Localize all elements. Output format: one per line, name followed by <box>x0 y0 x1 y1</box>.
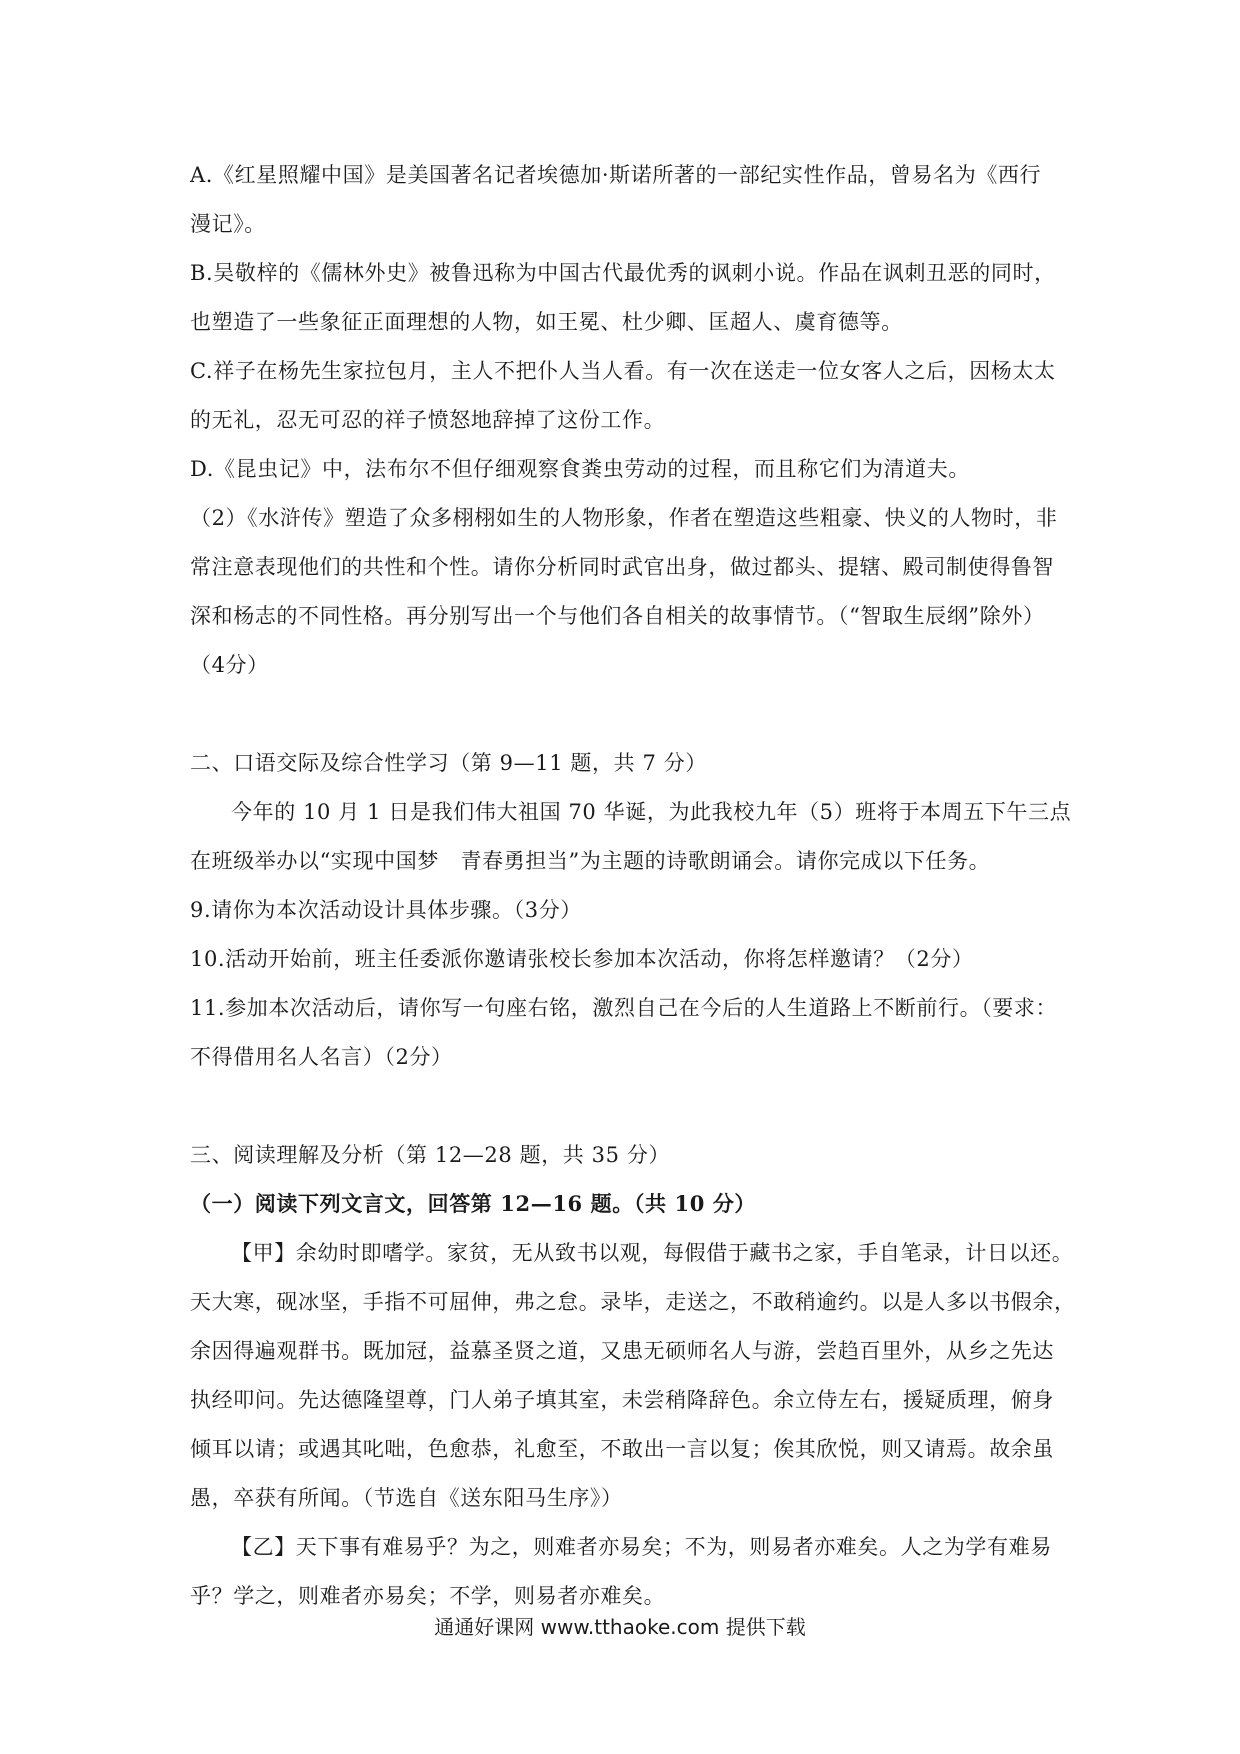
passage-jia-line-3: 余因得遍观群书。既加冠，益慕圣贤之道，又患无硕师名人与游，尝趋百里外，从乡之先达 <box>190 1339 1054 1363</box>
passage-yi-line-2: 乎？学之，则难者亦易矣；不学，则易者亦难矣。 <box>190 1584 666 1608</box>
question-10: 10.活动开始前，班主任委派你邀请张校长参加本次活动，你将怎样邀请？（2分） <box>190 947 974 971</box>
footer-download-notice: 通通好课网 www.tthaoke.com 提供下载 <box>434 1615 806 1639</box>
option-a-line-1: A.《红星照耀中国》是美国著名记者埃德加·斯诺所著的一部纪实性作品，曾易名为《西行 <box>190 163 1042 187</box>
passage-jia-line-1: 【甲】余幼时即嗜学。家贫，无从致书以观，每假借于藏书之家，手自笔录，计日以还。 <box>231 1241 1074 1265</box>
question-8-2-line-4: （4分） <box>190 653 269 677</box>
question-8-2-line-3: 深和杨志的不同性格。再分别写出一个与他们各自相关的故事情节。（“智取生辰纲”除外） <box>190 604 1045 628</box>
option-a-line-2: 漫记》。 <box>190 212 266 236</box>
option-c-line-1: C.祥子在杨先生家拉包月，主人不把仆人当人看。有一次在送走一位女客人之后，因杨太太 <box>190 359 1056 383</box>
option-b-line-1: B.吴敬梓的《儒林外史》被鲁迅称为中国古代最优秀的讽刺小说。作品在讽刺丑恶的同时， <box>190 261 1056 285</box>
question-8-2-line-1: （2）《水浒传》塑造了众多栩栩如生的人物形象，作者在塑造这些粗豪、快义的人物时，非 <box>190 506 1058 530</box>
option-d-line-1: D.《昆虫记》中，法布尔不但仔细观察食粪虫劳动的过程，而且称它们为清道夫。 <box>190 457 970 481</box>
option-c-line-2: 的无礼，忍无可忍的祥子愤怒地辞掉了这份工作。 <box>190 408 666 432</box>
passage-jia-line-4: 执经叩问。先达德隆望尊，门人弟子填其室，未尝稍降辞色。余立侍左右，援疑质理，俯身 <box>190 1388 1054 1412</box>
question-11-line-1: 11.参加本次活动后，请你写一句座右铭，激烈自己在今后的人生道路上不断前行。（要求： <box>190 996 1058 1020</box>
section-2-heading: 二、口语交际及综合性学习（第 9—11 题，共 7 分） <box>190 751 707 775</box>
subsection-1-heading: （一）阅读下列文言文，回答第 12—16 题。（共 10 分） <box>190 1191 757 1216</box>
question-11-line-2: 不得借用名人名言）（2分） <box>190 1045 453 1069</box>
passage-yi-line-1: 【乙】天下事有难易乎？为之，则难者亦易矣；不为，则易者亦难矣。人之为学有难易 <box>231 1535 1052 1559</box>
section-2-intro-line-1: 今年的 10 月 1 日是我们伟大祖国 70 华诞，为此我校九年（5）班将于本周五下午三点 <box>231 800 1072 824</box>
passage-jia-line-2: 天大寒，砚冰坚，手指不可屈伸，弗之怠。录毕，走送之，不敢稍逾约。以是人多以书假余， <box>190 1290 1076 1314</box>
passage-jia-line-6: 愚，卒获有所闻。（节选自《送东阳马生序》） <box>190 1486 623 1510</box>
section-2-intro-line-2: 在班级举办以“实现中国梦 青春勇担当”为主题的诗歌朗诵会。请你完成以下任务。 <box>190 849 991 873</box>
section-3-heading: 三、阅读理解及分析（第 12—28 题，共 35 分） <box>190 1143 671 1167</box>
passage-jia-line-5: 倾耳以请；或遇其叱咄，色愈恭，礼愈至，不敢出一言以复；俟其欣悦，则又请焉。故余虽 <box>190 1437 1054 1461</box>
question-8-2-line-2: 常注意表现他们的共性和个性。请你分析同时武官出身，做过都头、提辖、殿司制使得鲁智 <box>190 555 1054 579</box>
question-9: 9.请你为本次活动设计具体步骤。（3分） <box>190 898 582 922</box>
option-b-line-2: 也塑造了一些象征正面理想的人物，如王冕、杜少卿、匡超人、虞育德等。 <box>190 310 903 334</box>
